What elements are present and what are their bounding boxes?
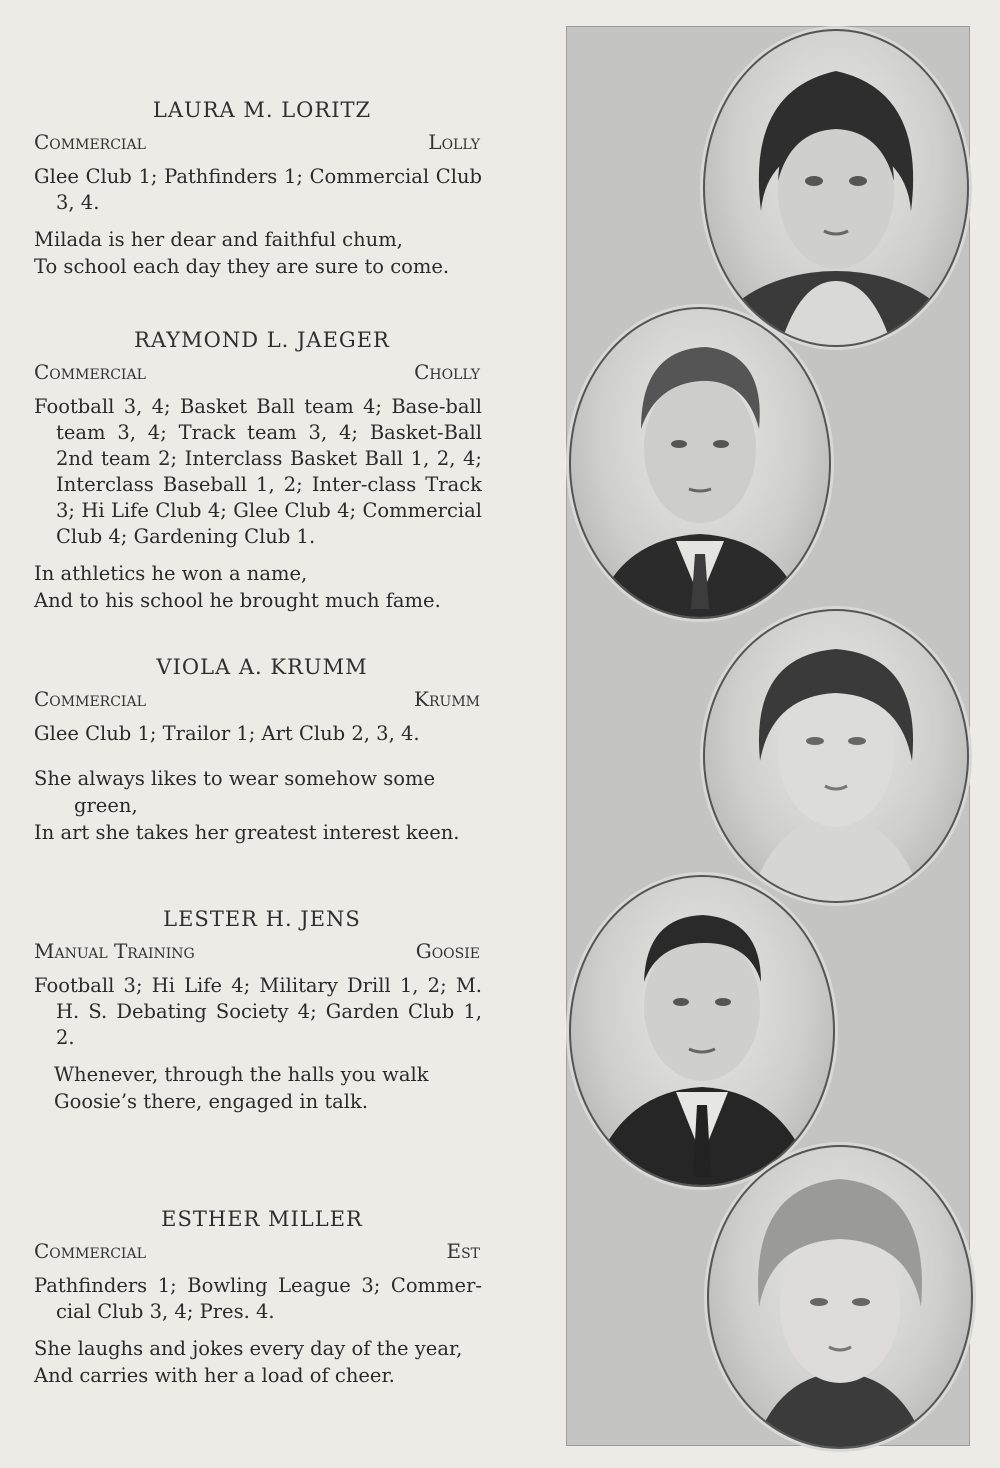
course-label: Commercial [34, 1239, 146, 1263]
verse-line: Whenever, through the halls you walk [54, 1063, 429, 1086]
woman-portrait-icon [705, 31, 967, 345]
senior-entry-miller [34, 1207, 482, 1389]
course-row [34, 130, 482, 154]
course-label: Commercial [34, 360, 146, 384]
man-portrait-icon [571, 309, 829, 617]
course-label: Commercial [34, 687, 146, 711]
verse [34, 1061, 482, 1115]
portrait-loritz [703, 29, 969, 347]
student-name: ESTHER MILLER [161, 1207, 363, 1231]
nickname: Cholly [414, 360, 480, 384]
nickname: Goosie [415, 939, 480, 963]
nickname: Lolly [428, 130, 480, 154]
student-name: LAURA M. LORITZ [152, 98, 372, 122]
activities: Glee Club 1; Pathfinders 1; Commercial Club 3, 4. [34, 165, 482, 214]
portrait-miller [707, 1145, 973, 1449]
course-row [34, 939, 482, 963]
woman-portrait-icon [705, 611, 967, 901]
verse-line: She laughs and jokes every day of the year, [34, 1337, 463, 1360]
senior-entry-loritz [34, 98, 482, 280]
course-row [34, 687, 482, 711]
verse-line: In art she takes her greatest interest keen. [34, 821, 460, 844]
course-label: Manual Training [34, 939, 195, 963]
verse-line: And carries with her a load of cheer. [34, 1364, 395, 1387]
verse [34, 226, 482, 280]
verse-line: She always likes to wear somehow some green, [34, 767, 435, 817]
activities: Football 3; Hi Life 4; Military Drill 1, 2; M. H. S. Debating Society 4; Garden Club 1, 2. [34, 974, 482, 1049]
man-portrait-icon [571, 877, 833, 1185]
verse [34, 560, 482, 614]
senior-entry-krumm [34, 655, 482, 846]
senior-entry-jens [34, 907, 482, 1115]
activities: Pathfinders 1; Bowling League 3; Commer-cial Club 3, 4; Pres. 4. [34, 1274, 482, 1323]
student-name: VIOLA A. KRUMM [156, 655, 368, 679]
verse-line: And to his school he brought much fame. [34, 589, 441, 612]
nickname: Krumm [414, 687, 480, 711]
verse [34, 1335, 482, 1389]
activities: Glee Club 1; Trailor 1; Art Club 2, 3, 4. [34, 722, 420, 745]
verse-line: Goosie’s there, engaged in talk. [54, 1090, 369, 1113]
activities: Football 3, 4; Basket Ball team 4; Base-ball team 3, 4; Track team 3, 4; Basket-Ball 2nd team 2; Interclass Basket Ball 1, 2, 4; Interclass Baseball 1, 2; Inter-class Track 3; Hi Life Club 4; Glee Club 4; Commercial Club 4; Gardening Club 1. [34, 395, 482, 548]
portrait-krumm [703, 609, 969, 903]
student-name: LESTER H. JENS [163, 907, 361, 931]
senior-entry-jaeger [34, 328, 482, 614]
portrait-panel [566, 26, 970, 1446]
verse [34, 765, 482, 846]
course-row [34, 1239, 482, 1263]
course-row [34, 360, 482, 384]
nickname: Est [446, 1239, 480, 1263]
student-name: RAYMOND L. JAEGER [134, 328, 390, 352]
verse-line: In athletics he won a name, [34, 562, 308, 585]
portrait-jens [569, 875, 835, 1187]
portrait-jaeger [569, 307, 831, 619]
woman-portrait-icon [709, 1147, 971, 1447]
verse-line: To school each day they are sure to come. [34, 255, 450, 278]
verse-line: Milada is her dear and faithful chum, [34, 228, 403, 251]
course-label: Commercial [34, 130, 146, 154]
